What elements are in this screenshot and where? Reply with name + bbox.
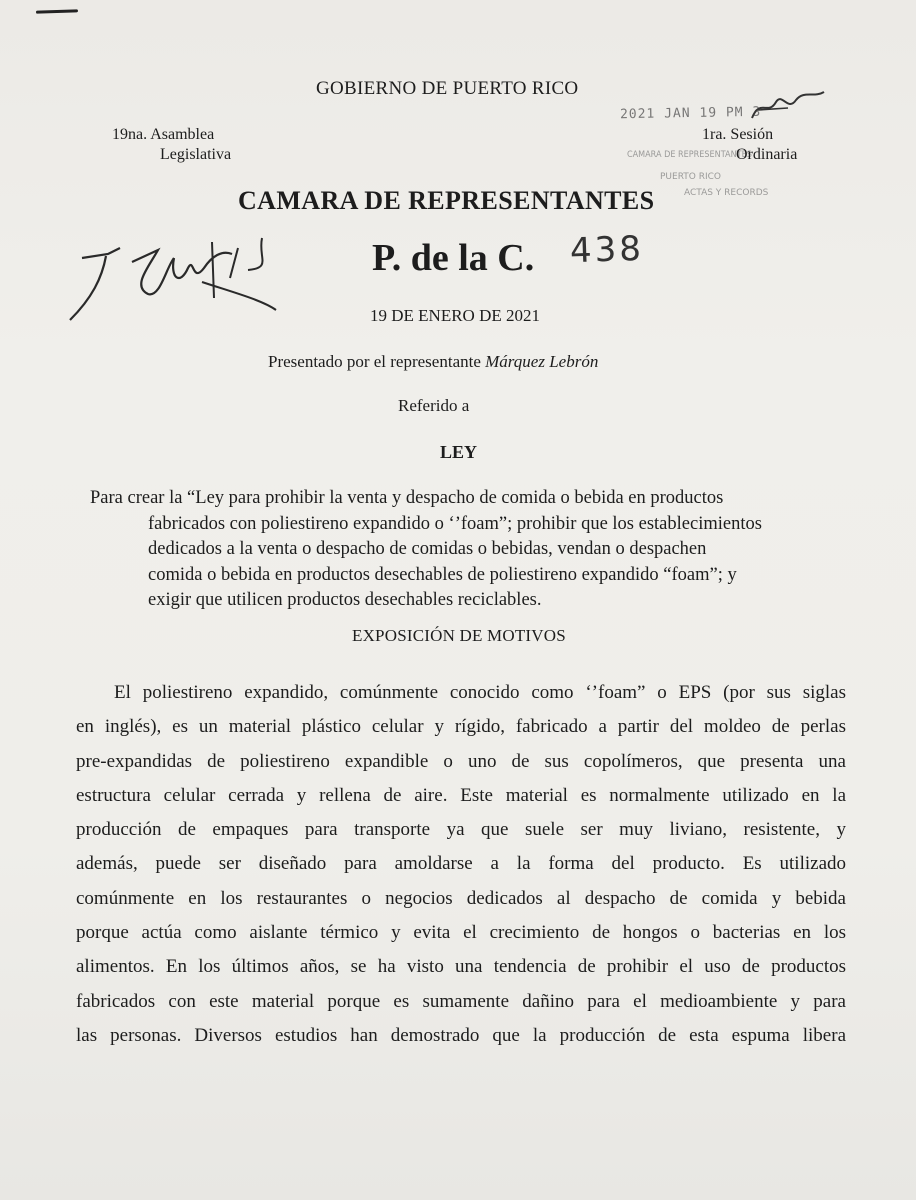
presented-by: [268, 352, 598, 372]
assembly-label: 19na. Asamblea: [112, 126, 215, 143]
government-heading: GOBIERNO DE PUERTO RICO: [316, 78, 579, 99]
representative-name: Márquez Lebrón: [485, 352, 599, 371]
signature-image: [62, 228, 282, 328]
body-line: en inglés), es un material plástico celular y rígido, fabricado a partir del moldeo de perlas: [76, 716, 846, 738]
section-heading: EXPOSICIÓN DE MOTIVOS: [352, 626, 566, 645]
title-line: fabricados con poliestireno expandido o ‘’foam”; prohibir que los establecimientos: [148, 513, 762, 534]
title-line: Para crear la “Ley para prohibir la venta y despacho de comida o bebida en productos: [90, 488, 724, 508]
body-line: comúnmente en los restaurantes o negocios dedicados al despacho de comida y bebida: [76, 887, 846, 909]
pen-mark: [36, 9, 78, 13]
presented-by-prefix: Presentado por el representante: [268, 352, 486, 371]
document-type: LEY: [440, 442, 478, 462]
assembly-label-line2: Legislativa: [160, 146, 232, 163]
title-line: dedicados a la venta o despacho de comidas o bebidas, vendan o despachen: [148, 539, 707, 559]
received-stamp-office: CAMARA DE REPRESENTANTES: [626, 150, 752, 160]
body-line: además, puede ser diseñado para amoldarse a la forma del producto. Es utilizado: [76, 853, 846, 875]
handwritten-scribble: [748, 88, 828, 128]
motives-paragraph: [76, 676, 846, 1053]
session-label-line2: Ordinaria: [736, 146, 798, 163]
bill-number-handwritten: 438: [569, 228, 645, 272]
body-line: porque actúa como aislante térmico y evita el crecimiento de hongos o bacterias en los: [76, 922, 846, 944]
body-line: pre-expandidas de poliestireno expandible o uno de sus copolímeros, que presenta una: [76, 750, 846, 772]
body-line: producción de empaques para transporte ya que suele ser muy liviano, resistente, y: [76, 819, 846, 841]
title-line: comida o bebida en productos desechables de poliestireno expandido “foam”; y: [148, 564, 737, 585]
body-line: las personas. Diversos estudios han demostrado que la producción de esta espuma libera: [76, 1024, 846, 1046]
referred-to: Referido a: [398, 396, 470, 415]
received-stamp-place: PUERTO RICO: [660, 172, 722, 182]
chamber-title: CAMARA DE REPRESENTANTES: [238, 186, 655, 215]
body-line: fabricados con este material porque es sumamente dañino para el medioambiente y para: [76, 990, 846, 1012]
bill-identifier: P. de la C.: [372, 237, 535, 279]
session-label: 1ra. Sesión: [702, 126, 774, 143]
filing-date: 19 DE ENERO DE 2021: [370, 306, 540, 325]
title-line: exigir que utilicen productos desechables reciclables.: [148, 590, 542, 610]
body-line: El poliestireno expandido, comúnmente conocido como ‘’foam” o EPS (por sus siglas: [114, 682, 846, 703]
received-stamp-time: 2021 JAN 19 PM 3: [619, 104, 762, 123]
bill-title: [90, 486, 850, 614]
received-stamp-dept: ACTAS Y RECORDS: [684, 188, 769, 198]
body-line: estructura celular cerrada y rellena de aire. Este material es normalmente utilizado en la: [76, 784, 846, 806]
body-line: alimentos. En los últimos años, se ha visto una tendencia de prohibir el uso de productos: [76, 956, 846, 978]
